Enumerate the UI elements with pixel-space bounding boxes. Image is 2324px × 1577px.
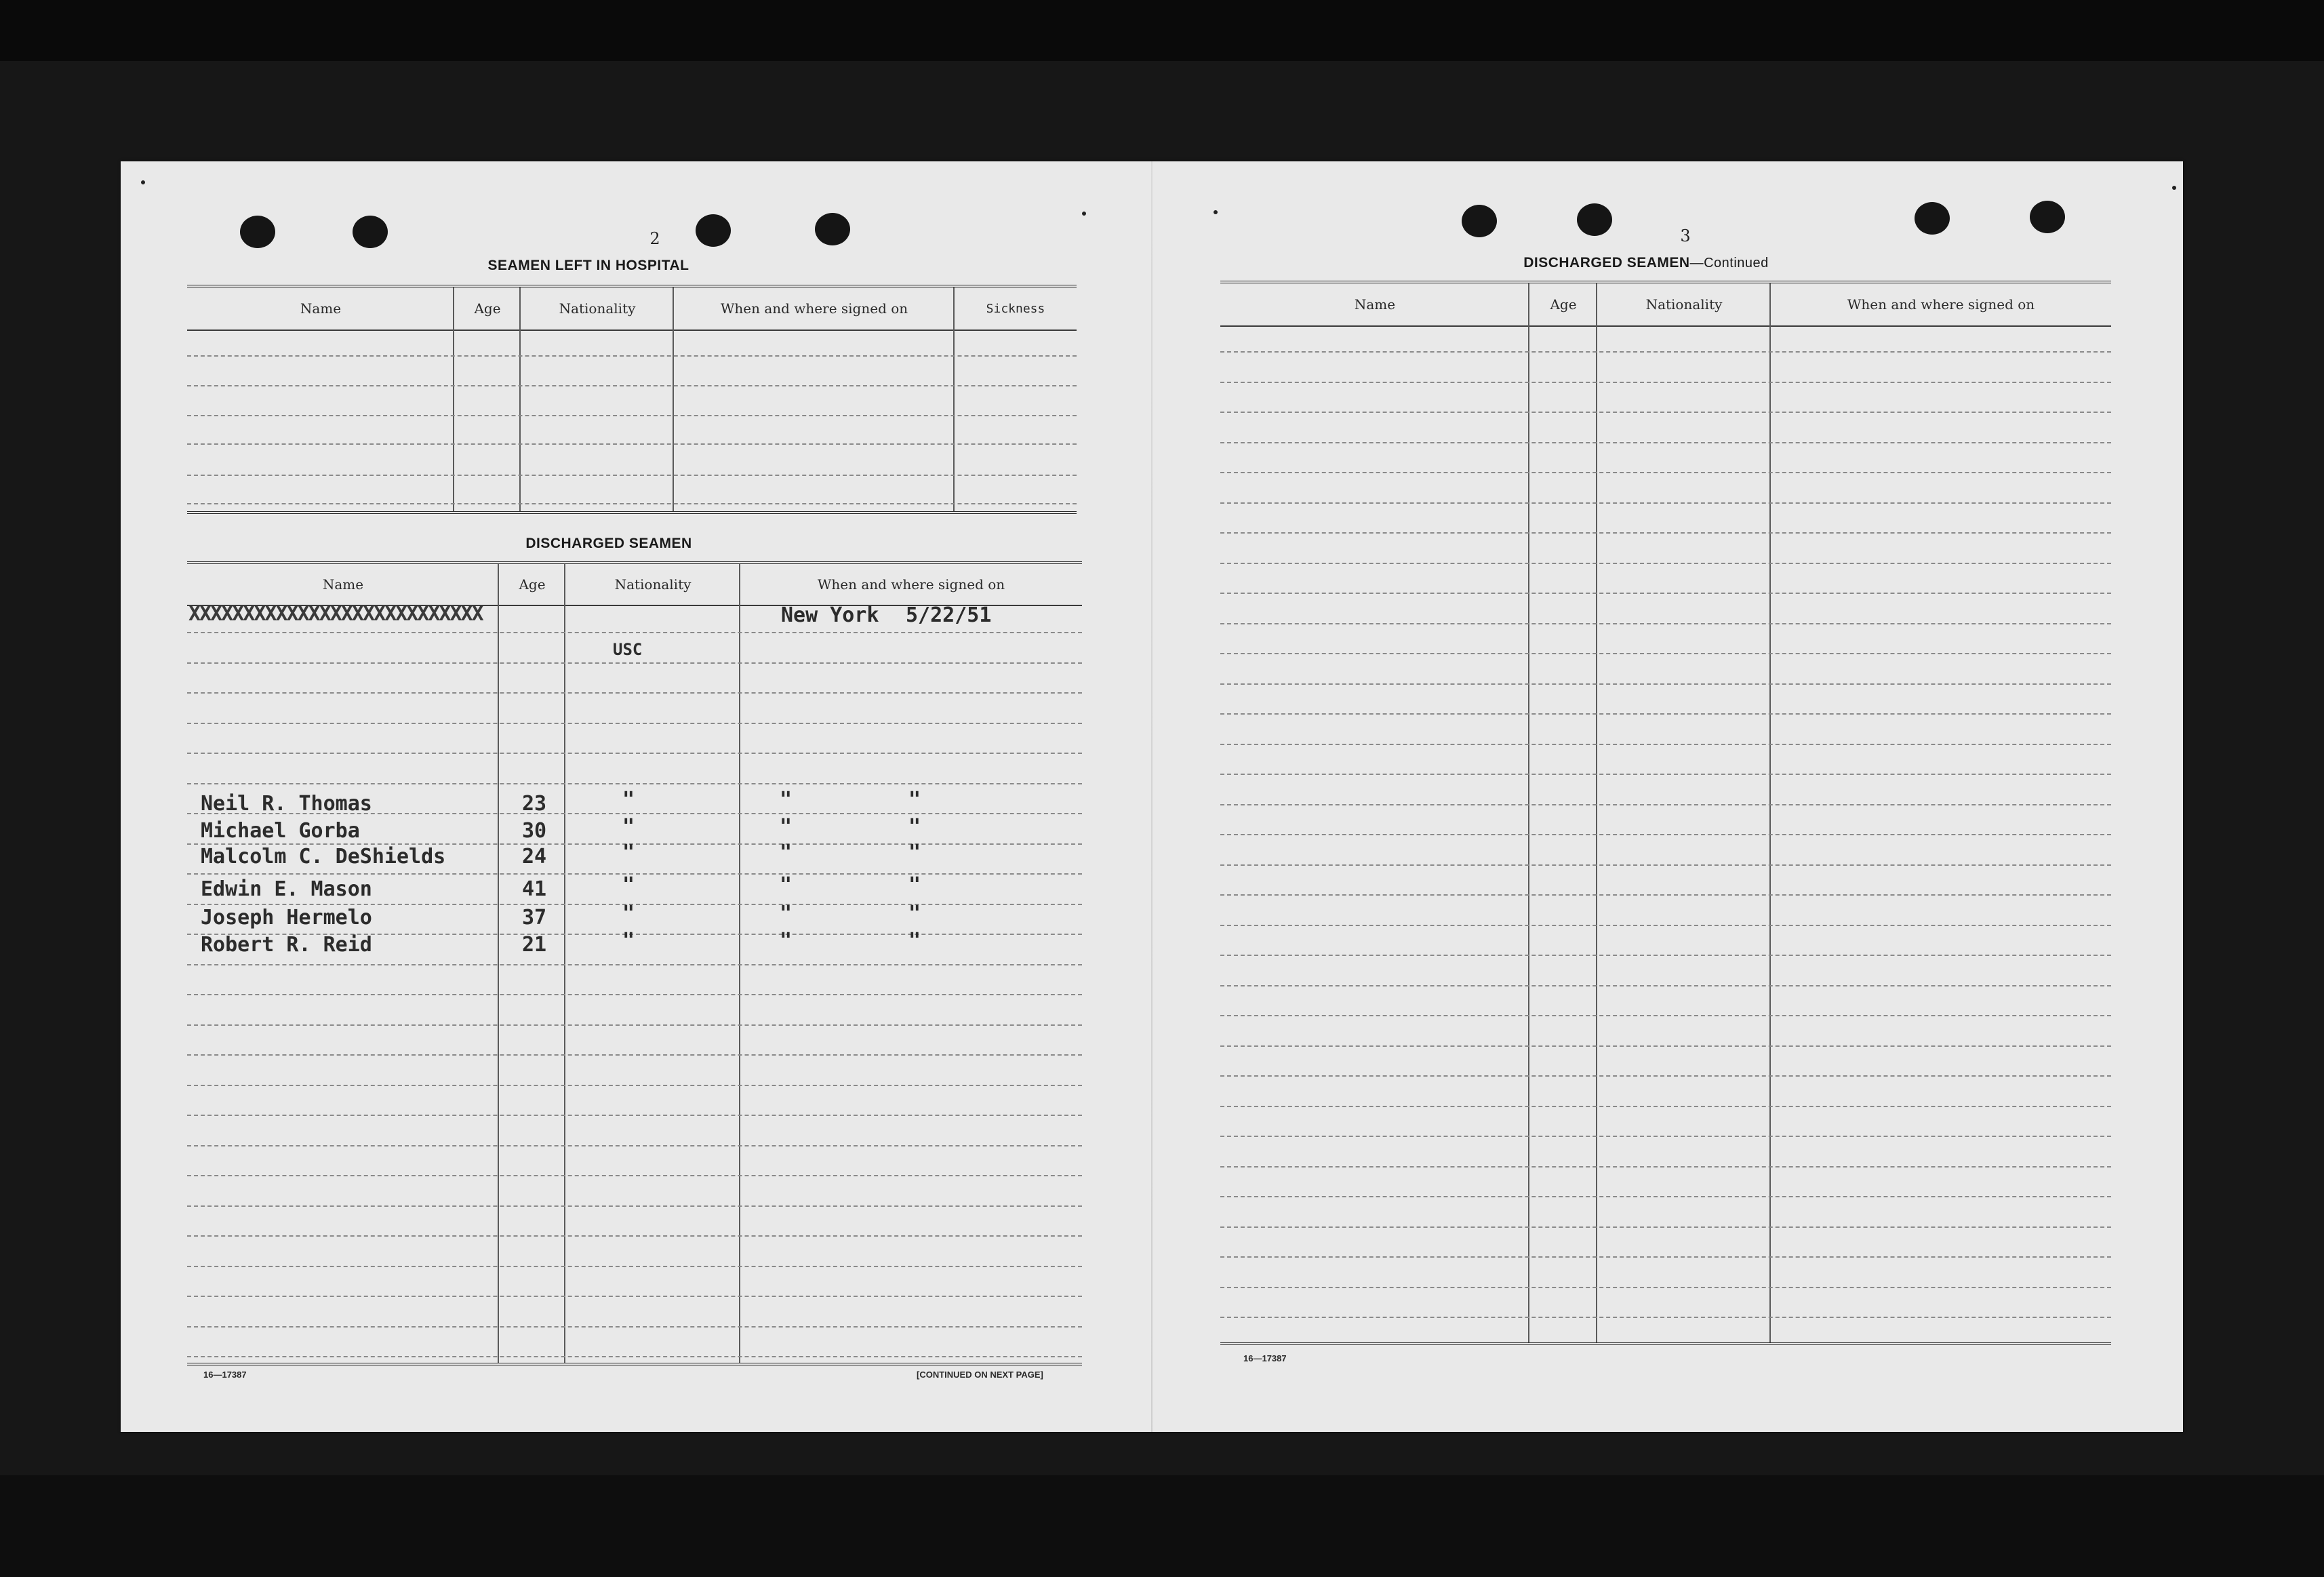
first-entry-signed-date: 5/22/51 (906, 603, 992, 627)
seaman-name: Neil R. Thomas (201, 792, 372, 816)
microfilm-bottom-band (0, 1475, 2324, 1577)
speck (2172, 186, 2176, 190)
column-divider (519, 287, 521, 511)
row-rule (187, 1266, 1082, 1267)
row-rule (1220, 1317, 2111, 1318)
row-rule (1220, 774, 2111, 775)
row-rule (187, 1326, 1082, 1328)
seaman-signed-where-ditto: " (780, 788, 793, 812)
row-rule (1220, 1106, 2111, 1107)
row-rule (187, 1205, 1082, 1207)
row-rule (187, 1024, 1082, 1026)
speck (1214, 210, 1218, 214)
row-rule (187, 723, 1082, 724)
speck (141, 180, 145, 184)
column-header-signed-on: When and where signed on (817, 576, 1005, 593)
row-rule (1220, 502, 2111, 504)
row-rule (187, 753, 1082, 754)
discharged-table (187, 561, 1082, 1365)
row-rule (1220, 1287, 2111, 1288)
punch-hole (240, 216, 275, 248)
seaman-signed-date-ditto: " (908, 902, 921, 925)
row-rule (187, 783, 1082, 784)
seaman-signed-date-ditto: " (908, 815, 921, 839)
column-header-nationality: Nationality (614, 576, 692, 593)
row-rule (1220, 563, 2111, 564)
punch-hole (696, 214, 731, 247)
row-rule (187, 415, 1077, 416)
column-header-name: Name (1354, 296, 1396, 313)
speck (1082, 212, 1086, 216)
seaman-signed-date-ditto: " (908, 788, 921, 812)
page-number-right: 3 (1680, 226, 1691, 245)
seaman-name: Michael Gorba (201, 819, 360, 843)
form-number-right: 16—17387 (1243, 1353, 1287, 1363)
row-rule (1220, 925, 2111, 926)
hospital-table (187, 285, 1077, 514)
continued-section-title-main: DISCHARGED SEAMEN (1523, 255, 1690, 271)
column-divider (953, 287, 955, 511)
seaman-age: 37 (522, 906, 547, 930)
seaman-age: 21 (522, 933, 547, 957)
discharged-section-title: DISCHARGED SEAMEN (525, 536, 692, 551)
row-rule (1220, 1136, 2111, 1137)
row-rule (1220, 532, 2111, 534)
column-header-signed-on: When and where signed on (720, 300, 908, 317)
seaman-name: Edwin E. Mason (201, 877, 372, 901)
seaman-age: 23 (522, 792, 547, 816)
row-rule (187, 443, 1077, 445)
row-rule (1220, 1075, 2111, 1077)
row-rule (1220, 593, 2111, 594)
punch-hole (1462, 205, 1497, 237)
row-rule (187, 1296, 1082, 1297)
seaman-name: Malcolm C. DeShields (201, 845, 446, 869)
continued-section-title-suffix: —Continued (1689, 256, 1769, 271)
seaman-name: Robert R. Reid (201, 933, 372, 957)
column-header-age: Age (519, 576, 546, 593)
row-rule (187, 1175, 1082, 1176)
first-entry-nationality: USC (613, 640, 643, 659)
row-rule (187, 475, 1077, 476)
row-rule (187, 632, 1082, 633)
column-header-nationality: Nationality (1645, 296, 1723, 313)
row-rule (1220, 1196, 2111, 1197)
seaman-signed-where-ditto: " (780, 815, 793, 839)
continued-table-header (1220, 283, 2111, 327)
row-rule (1220, 1045, 2111, 1047)
column-header-nationality: Nationality (559, 300, 636, 317)
row-rule (1220, 1015, 2111, 1016)
seaman-signed-date-ditto: " (908, 929, 921, 953)
microfilm-top-band (0, 0, 2324, 61)
row-rule (1220, 744, 2111, 745)
column-header-age: Age (1550, 296, 1577, 313)
row-rule (1220, 653, 2111, 654)
row-rule (187, 1356, 1082, 1357)
column-header-name: Name (322, 576, 364, 593)
row-rule (187, 994, 1082, 995)
seaman-nationality-ditto: " (622, 841, 635, 864)
row-rule (1220, 713, 2111, 715)
punch-hole (1915, 202, 1950, 235)
page-number-left: 2 (649, 229, 660, 248)
row-rule (187, 1054, 1082, 1056)
seaman-signed-where-ditto: " (780, 902, 793, 925)
seaman-signed-where-ditto: " (780, 929, 793, 953)
form-number-left: 16—17387 (203, 1370, 247, 1380)
row-rule (187, 503, 1077, 504)
seaman-nationality-ditto: " (622, 929, 635, 953)
row-rule (187, 1145, 1082, 1146)
column-header-age: Age (474, 300, 501, 317)
seaman-signed-where-ditto: " (780, 873, 793, 897)
document-sheet (121, 161, 2183, 1432)
continued-table (1220, 281, 2111, 1345)
row-rule (1220, 804, 2111, 805)
seaman-nationality-ditto: " (622, 902, 635, 925)
column-header-name: Name (300, 300, 342, 317)
punch-hole (2030, 201, 2065, 233)
row-rule (1220, 382, 2111, 383)
seaman-signed-date-ditto: " (908, 841, 921, 864)
seaman-nationality-ditto: " (622, 873, 635, 897)
row-rule (187, 1235, 1082, 1237)
continued-section-title (1483, 255, 1809, 271)
row-rule (1220, 351, 2111, 353)
struck-out-entry: XXXXXXXXXXXXXXXXXXXXXXXXXXX (188, 602, 483, 626)
row-rule (1220, 442, 2111, 443)
column-divider (453, 287, 454, 511)
row-rule (187, 1115, 1082, 1116)
page-fold (1151, 161, 1153, 1432)
row-rule (1220, 683, 2111, 685)
row-rule (187, 692, 1082, 694)
row-rule (187, 964, 1082, 965)
punch-hole (815, 213, 850, 245)
punch-hole (353, 216, 388, 248)
row-rule (1220, 955, 2111, 956)
seaman-age: 41 (522, 877, 547, 901)
row-rule (1220, 1256, 2111, 1258)
seaman-signed-where-ditto: " (780, 841, 793, 864)
row-rule (1220, 623, 2111, 624)
row-rule (1220, 834, 2111, 835)
hospital-table-header (187, 287, 1077, 331)
row-rule (1220, 1166, 2111, 1167)
seaman-signed-date-ditto: " (908, 873, 921, 897)
row-rule (187, 355, 1077, 357)
column-header-sickness: Sickness (986, 301, 1045, 316)
row-rule (187, 662, 1082, 664)
row-rule (1220, 472, 2111, 473)
row-rule (1220, 1226, 2111, 1228)
seaman-age: 30 (522, 819, 547, 843)
row-rule (187, 385, 1077, 386)
row-rule (1220, 894, 2111, 896)
seaman-name: Joseph Hermelo (201, 906, 372, 930)
seaman-age: 24 (522, 845, 547, 869)
row-rule (1220, 412, 2111, 413)
column-divider (673, 287, 674, 511)
seaman-nationality-ditto: " (622, 815, 635, 839)
continued-note: [CONTINUED ON NEXT PAGE] (917, 1370, 1043, 1380)
row-rule (1220, 985, 2111, 986)
hospital-section-title: SEAMEN LEFT IN HOSPITAL (487, 258, 689, 273)
column-header-signed-on: When and where signed on (1847, 296, 2035, 313)
row-rule (187, 1085, 1082, 1086)
seaman-nationality-ditto: " (622, 788, 635, 812)
first-entry-signed-where: New York (781, 603, 879, 627)
discharged-table-header (187, 564, 1082, 606)
punch-hole (1577, 203, 1612, 236)
row-rule (1220, 864, 2111, 866)
